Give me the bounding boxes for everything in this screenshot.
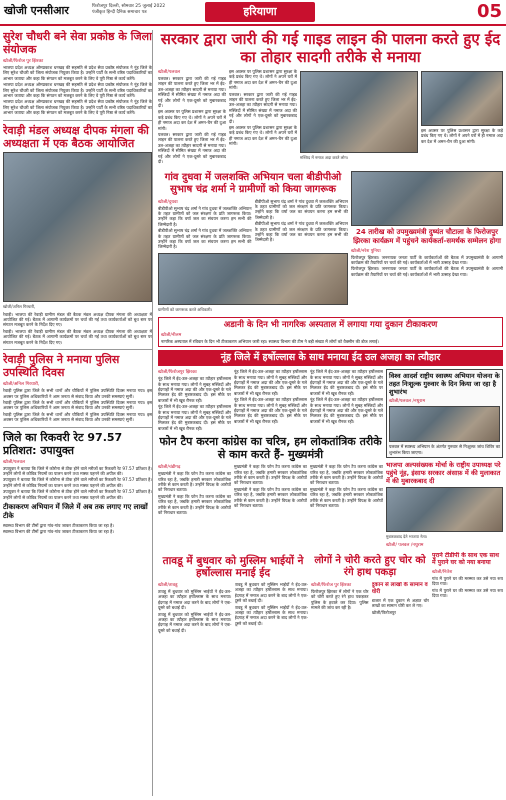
article-dateline: खोजी/पलवल	[158, 70, 181, 75]
article-body: नूंह जिले में ईद-उल-अजहा का त्यौहार हर्षोल्लास के साथ मनाया गया। लोगों ने सुबह मस्जिदों और ईदगाहों में नमाज अदा की और एक-दूसरे के गले मिलकर ईद की मुबारकबाद दी। इस मौके पर बाजारों में भी खूब रौनक रही। नूंह जिले में ईद-उल-अजहा का त्यौहार हर्षोल्लास के साथ मनाया गया। लोगों ने सुबह मस्जिदों और ईदगाहों में नमाज अदा की और एक-दूसरे के गले मिलकर ईद की मुबारकबाद दी। इस मौके पर बाजारों में भी खूब रौनक रही।	[234, 369, 307, 424]
article-dateline: खोजी/नीलम	[161, 332, 182, 338]
article-rewari-mandal	[3, 124, 152, 345]
article-headline: सुरेश चौधरी बने सेवा प्रकोष्ठ के जिला संयोजक	[3, 30, 152, 56]
article-dateline: खोजी/फिरोज पुर झिरका	[3, 59, 44, 64]
article-body: फिरोजपुर झिरका में लोगों ने एक चोर को चोरी करते हुए रंगे हाथ पकड़कर पुलिस के हवाले कर दिया। पुलिस मामले की जांच कर रही है।	[311, 588, 369, 611]
story-minority-morcha	[386, 461, 503, 548]
article-body: पलवल। सरकार द्वारा जारी की गई गाइड लाइन की पालना करते हुए जिला भर में ईद-उल-अजहा का त्यौहार सादगी से मनाया गया। मस्जिदों में सीमित संख्या में नमाज अदा की गई और लोगों ने एक-दूसरे को मुबारकबाद दी। इस अवसर पर पुलिस प्रशासन द्वारा सुरक्षा के कड़े प्रबंध किए गए थे। लोगों ने अपने घरों में ही नमाज अदा कर देश में अमन-चैन की दुआ मांगी। पलवल। सरकार द्वारा जारी की गई गाइड लाइन की पालना करते हुए जिला भर में ईद-उल-अजहा का त्यौहार सादगी से मनाया गया। मस्जिदों में सीमित संख्या में नमाज अदा की गई और लोगों ने एक-दूसरे को मुबारकबाद दी।	[158, 76, 226, 165]
story-dushyant	[351, 169, 503, 315]
left-column	[3, 30, 153, 796]
article-headline: विश्व आदर्श राष्ट्रीय स्वास्थ्य अभियान योजना के तहत निःशुल्क गुरुवार के दिन किया जा रहा है शुभारंभ	[389, 372, 500, 397]
article-dateline: खोजी/दुधवा	[158, 199, 178, 205]
masthead	[0, 0, 506, 26]
divider	[3, 120, 152, 121]
article-recovery-rate	[3, 431, 152, 535]
article-body: नूंह जिले में ईद-उल-अजहा का त्यौहार हर्षोल्लास के साथ मनाया गया। लोगों ने सुबह मस्जिदों और ईदगाहों में नमाज अदा की और एक-दूसरे के गले मिलकर ईद की मुबारकबाद दी। इस मौके पर बाजारों में भी खूब रौनक रही। नूंह जिले में ईद-उल-अजहा का त्यौहार हर्षोल्लास के साथ मनाया गया। लोगों ने सुबह मस्जिदों और ईदगाहों में नमाज अदा की और एक-दूसरे के गले मिलकर ईद की मुबारकबाद दी। इस मौके पर बाजारों में भी खूब रौनक रही।	[158, 376, 231, 431]
article-body: रेवाड़ी। भाजपा की रेवाड़ी ग्रामीण मंडल की बैठक मंडल अध्यक्ष दीपक मंगला की अध्यक्षता में आयोजित की गई। बैठक में आगामी कार्यक्रमों पर चर्चा की गई तथा कार्यकर्ताओं को बूथ स्तर पर संगठन मजबूत करने के निर्देश दिए गए। रेवाड़ी। भाजपा की रेवाड़ी ग्रामीण मंडल की बैठक मंडल अध्यक्ष दीपक मंगला की अध्यक्षता में आयोजित की गई। बैठक में आगामी कार्यक्रमों पर चर्चा की गई तथा कार्यकर्ताओं को बूथ स्तर पर संगठन मजबूत करने के निर्देश दिए गए।	[3, 311, 152, 345]
section-label: हरियाणा	[205, 2, 315, 22]
article-headline: गांव दुधवा में जलशक्ति अभियान चला बीडीपीओ सुभाष चंद्र शर्मा ने ग्रामीणों को किया जागरूक	[164, 171, 342, 195]
article-body: बीडीपीओ सुभाष चंद्र शर्मा ने गांव दुधवा में जलशक्ति अभियान के तहत ग्रामीणों को जल संरक्षण के प्रति जागरूक किया। उन्होंने कहा कि वर्षा जल का संचयन करना हम सभी की जिम्मेदारी है। बीडीपीओ सुभाष चंद्र शर्मा ने गांव दुधवा में जलशक्ति अभियान के तहत ग्रामीणों को जल संरक्षण के प्रति जागरूक किया। उन्होंने कहा कि वर्षा जल का संचयन करना हम सभी की जिम्मेदारी है।	[158, 205, 252, 250]
story-dudhwa	[158, 169, 348, 315]
article-dateline: खोजी/चंडीगढ़	[158, 465, 181, 471]
article-body: उपायुक्त ने बताया कि जिले में कोरोना से ठीक होने वाले मरीजों का रिकवरी रेट 97.57 प्रतिशत है। उन्होंने लोगों से कोविड नियमों का पालन करने तथा मास्क पहनने की अपील की। उपायुक्त ने बताया कि जिले में कोरोना से ठीक होने वाले मरीजों का रिकवरी रेट 97.57 प्रतिशत है। उन्होंने लोगों से कोविड नियमों का पालन करने तथा मास्क पहनने की अपील की। उपायुक्त ने बताया कि जिले में कोरोना से ठीक होने वाले मरीजों का रिकवरी रेट 97.57 प्रतिशत है। उन्होंने लोगों से कोविड नियमों का पालन करने तथा मास्क पहनने की अपील की।	[3, 465, 152, 500]
article-body: रेवाड़ी पुलिस द्वारा जिले के सभी थानों और चौकियों में पुलिस उपस्थिति दिवस मनाया गया। इस अवसर पर पुलिस अधिकारियों ने आम जनता से संवाद किया और उनकी समस्याएं सुनीं। रेवाड़ी पुलिस द्वारा जिले के सभी थानों और चौकियों में पुलिस उपस्थिति दिवस मनाया गया। इस अवसर पर पुलिस अधिकारियों ने आम जनता से संवाद किया और उनकी समस्याएं सुनीं। रेवाड़ी पुलिस द्वारा जिले के सभी थानों और चौकियों में पुलिस उपस्थिति दिवस मनाया गया। इस अवसर पर पुलिस अधिकारियों ने आम जनता से संवाद किया और उनकी समस्याएं सुनीं।	[3, 388, 152, 423]
article-dateline: खोजी/फिरोज पुर झिरका	[311, 582, 352, 588]
article-subheadline: दुकान से लाखों के सामान व चोरी	[371, 581, 428, 595]
article-rewari-police	[3, 353, 152, 422]
article-dateline: खोजी/तावडू	[158, 582, 178, 588]
page-number: 05	[476, 1, 502, 22]
article-headline: रेवाड़ी मंडल अध्यक्ष दीपक मंगला की अध्यक्षता में एक बैठक आयोजित	[3, 123, 149, 150]
article-headline: अडानी के दिन भी नागरिक अस्पताल में लगाया गया दुकान टीकाकरण	[223, 319, 438, 330]
article-body: इस अवसर पर पुलिस प्रशासन द्वारा सुरक्षा के कड़े प्रबंध किए गए थे। लोगों ने अपने घरों में ही नमाज अदा कर देश में अमन-चैन की दुआ मांगी। पलवल। सरकार द्वारा जारी की गई गाइड लाइन की पालना करते हुए जिला भर में ईद-उल-अजहा का त्यौहार सादगी से मनाया गया। मस्जिदों में सीमित संख्या में नमाज अदा की गई और लोगों ने एक-दूसरे को मुबारकबाद दी। इस अवसर पर पुलिस प्रशासन द्वारा सुरक्षा के कड़े प्रबंध किए गए थे। लोगों ने अपने घरों में ही नमाज अदा कर देश में अमन-चैन की दुआ मांगी।	[229, 69, 297, 147]
story-nuh-eid	[158, 369, 383, 549]
registration-line: पंजीकृत हिन्दी दैनिक समाचार पत्र	[92, 10, 147, 15]
eid-banner-headline: नूंह जिले में हर्षोल्लास के साथ मनाया ईद उल अजहा का त्यौहार	[158, 350, 503, 366]
eid-prayer-photo	[300, 71, 418, 153]
article-body: फिरोजपुर झिरका। जननायक जनता पार्टी के कार्यकर्ताओं की बैठक में उपमुख्यमंत्री के आगामी कार्यक्रम की तैयारियों पर चर्चा की गई। कार्यकर्ताओं में भारी उत्साह देखा गया। फिरोजपुर झिरका। जननायक जनता पार्टी के कार्यकर्ताओं की बैठक में उपमुख्यमंत्री के आगामी कार्यक्रम की तैयारियों पर चर्चा की गई। कार्यकर्ताओं में भारी उत्साह देखा गया।	[351, 254, 503, 277]
story-health-campaign	[386, 369, 503, 458]
article-headline: लोगों ने चोरी करते हुए चोर को रंगे हाथ पकड़ा	[314, 554, 426, 578]
story-tawru-eid	[158, 552, 308, 634]
article-body: स्वास्थ्य विभाग की टीमों द्वारा गांव-गांव जाकर टीकाकरण किया जा रहा है। स्वास्थ्य विभाग की टीमों द्वारा गांव-गांव जाकर टीकाकरण किया जा रहा है।	[3, 522, 114, 535]
lead-story	[158, 69, 503, 166]
article-dateline: खोजी/फिरोजपुर झिरका	[158, 370, 197, 376]
story-thief-caught	[311, 552, 429, 634]
main-area	[158, 30, 503, 796]
eid-prayer-photo-2	[421, 71, 503, 126]
article-headline: फोन टैप करना कांग्रेस का चरित्र, हम लोकतांत्रिक तरीके से काम करते हैं- मुख्यमंत्री	[159, 435, 382, 462]
bjp-leader-photo	[386, 487, 503, 532]
article-headline: 24 तारीख को उपमुख्यमंत्री दुष्यंत चौटाला के फिरोजपुर झिरका कार्यक्रम में पहुंचने कार्यकर्ता-समर्थक सम्मेलन होगा	[353, 227, 501, 245]
article-body: तावडू में बुधवार को मुस्लिम भाईयों ने ईद-उल-अजहा का त्यौहार हर्षोल्लास के साथ मनाया। ईदगाह में नमाज अदा करने के बाद लोगों ने एक-दूसरे को बधाई दी। तावडू में बुधवार को मुस्लिम भाईयों ने ईद-उल-अजहा का त्यौहार हर्षोल्लास के साथ मनाया। ईदगाह में नमाज अदा करने के बाद लोगों ने एक-दूसरे को बधाई दी।	[234, 581, 308, 626]
article-headline: भाजपा अल्पसंख्यक मोर्चा के राष्ट्रीय उपाध्यक्ष परे पहुंचे नूंह, इंसाफ सरकार अंसाफ़ में की मुलाकात में की मुबारकबाद दी	[386, 460, 501, 485]
article-body: नूंह जिले में ईद-उल-अजहा का त्यौहार हर्षोल्लास के साथ मनाया गया। लोगों ने सुबह मस्जिदों और ईदगाहों में नमाज अदा की और एक-दूसरे के गले मिलकर ईद की मुबारकबाद दी। इस मौके पर बाजारों में भी खूब रौनक रही। नूंह जिले में ईद-उल-अजहा का त्यौहार हर्षोल्लास के साथ मनाया गया। लोगों ने सुबह मस्जिदों और ईदगाहों में नमाज अदा की और एक-दूसरे के गले मिलकर ईद की मुबारकबाद दी। इस मौके पर बाजारों में भी खूब रौनक रही।	[310, 369, 383, 424]
leader-photo	[351, 171, 503, 226]
newspaper-logo: खोजी एनसीआर	[4, 4, 69, 17]
article-suresh-chaudhary	[3, 30, 152, 116]
article-dateline: खोजी/अनिल गिरधारी,	[3, 382, 40, 388]
article-headline: जिले का रिकवरी रेट 97.57 प्रतिशत: उपायुक्त	[3, 430, 123, 457]
article-body: भाजपा प्रदेश अध्यक्ष ओमप्रकाश धनखड़ की सहमति से प्रदेश सेवा प्रकोष्ठ संयोजक ने नूंह जिले के लिए सुरेश चौधरी को जिला संयोजक नियुक्त किया है। उन्होंने पार्टी के सभी वरिष्ठ पदाधिकारियों का आभार जताया और कहा कि संगठन को मजबूत करने के लिए वे पूरी निष्ठा से कार्य करेंगे। भाजपा प्रदेश अध्यक्ष ओमप्रकाश धनखड़ की सहमति से प्रदेश सेवा प्रकोष्ठ संयोजक ने नूंह जिले के लिए सुरेश चौधरी को जिला संयोजक नियुक्त किया है। उन्होंने पार्टी के सभी वरिष्ठ पदाधिकारियों का आभार जताया और कहा कि संगठन को मजबूत करने के लिए वे पूरी निष्ठा से कार्य करेंगे। भाजपा प्रदेश अध्यक्ष ओमप्रकाश धनखड़ की सहमति से प्रदेश सेवा प्रकोष्ठ संयोजक ने नूंह जिले के लिए सुरेश चौधरी को जिला संयोजक नियुक्त किया है। उन्होंने पार्टी के सभी वरिष्ठ पदाधिकारियों का आभार जताया और कहा कि संगठन को मजबूत करने के लिए वे पूरी निष्ठा से कार्य करेंगे।	[3, 65, 152, 116]
photo-caption: मस्जिद में नमाज अदा करते लोग।	[300, 155, 349, 160]
article-body: तावडू में बुधवार को मुस्लिम भाईयों ने ईद-उल-अजहा का त्यौहार हर्षोल्लास के साथ मनाया। ईदगाह में नमाज अदा करने के बाद लोगों ने एक-दूसरे को बधाई दी। तावडू में बुधवार को मुस्लिम भाईयों ने ईद-उल-अजहा का त्यौहार हर्षोल्लास के साथ मनाया। ईदगाह में नमाज अदा करने के बाद लोगों ने एक-दूसरे को बधाई दी।	[158, 588, 232, 633]
divider	[3, 427, 152, 428]
lead-headline: सरकार द्वारा जारी की गई गाइड लाइन की पालना करते हुए ईद का तोहार सादगी तरीके से मनाया	[160, 30, 501, 66]
village-meeting-photo	[158, 253, 348, 305]
article-subheadline: टीकाकरण अभियान में जिले में अब तक लगाए गए लाखों टीके	[3, 502, 148, 520]
photo-caption: खोजी/अनिल गिरधारी,	[3, 303, 36, 309]
article-dateline: खोजी/ पलवल /नथुराम	[386, 542, 424, 548]
article-body: मुख्यमंत्री ने कहा कि फोन टैप करना कांग्रेस का चरित्र रहा है, जबकि हमारी सरकार लोकतांत्रिक तरीके से काम करती है। उन्होंने विपक्ष के आरोपों को निराधार बताया। मुख्यमंत्री ने कहा कि फोन टैप करना कांग्रेस का चरित्र रहा है, जबकि हमारी सरकार लोकतांत्रिक तरीके से काम करती है। उन्होंने विपक्ष के आरोपों को निराधार बताया।	[234, 464, 307, 509]
story-vaccination	[158, 317, 503, 347]
article-dateline: खोजी/पलवल /नथुराम	[389, 399, 426, 405]
photo-caption: ग्रामीणों को जागरूक करते अधिकारी।	[158, 306, 213, 312]
article-body: मुख्यमंत्री ने कहा कि फोन टैप करना कांग्रेस का चरित्र रहा है, जबकि हमारी सरकार लोकतांत्रिक तरीके से काम करती है। उन्होंने विपक्ष के आरोपों को निराधार बताया। मुख्यमंत्री ने कहा कि फोन टैप करना कांग्रेस का चरित्र रहा है, जबकि हमारी सरकार लोकतांत्रिक तरीके से काम करती है। उन्होंने विपक्ष के आरोपों को निराधार बताया।	[158, 471, 231, 516]
divider	[3, 349, 152, 350]
article-body: नागरिक अस्पताल में रविवार के दिन भी टीकाकरण अभियान जारी रहा। स्वास्थ्य विभाग की टीम ने बड़ी संख्या में लोगों को वैक्सीन की डोज लगाई।	[161, 338, 379, 344]
article-body: इस अवसर पर पुलिस प्रशासन द्वारा सुरक्षा के कड़े प्रबंध किए गए थे। लोगों ने अपने घरों में ही नमाज अदा कर देश में अमन-चैन की दुआ मांगी।	[421, 128, 503, 144]
article-body: पलवल में स्वास्थ्य अभियान के अंतर्गत गुरुवार से निःशुल्क जांच शिविर का शुभारंभ किया जाएगा।	[389, 444, 500, 455]
health-camp-photo	[389, 406, 500, 442]
article-body: बीडीपीओ सुभाष चंद्र शर्मा ने गांव दुधवा में जलशक्ति अभियान के तहत ग्रामीणों को जल संरक्षण के प्रति जागरूक किया। उन्होंने कहा कि वर्षा जल का संचयन करना हम सभी की जिम्मेदारी है। बीडीपीओ सुभाष चंद्र शर्मा ने गांव दुधवा में जलशक्ति अभियान के तहत ग्रामीणों को जल संरक्षण के प्रति जागरूक किया। उन्होंने कहा कि वर्षा जल का संचयन करना हम सभी की जिम्मेदारी है।	[254, 198, 348, 243]
article-body: मुख्यमंत्री ने कहा कि फोन टैप करना कांग्रेस का चरित्र रहा है, जबकि हमारी सरकार लोकतांत्रिक तरीके से काम करती है। उन्होंने विपक्ष के आरोपों को निराधार बताया। मुख्यमंत्री ने कहा कि फोन टैप करना कांग्रेस का चरित्र रहा है, जबकि हमारी सरकार लोकतांत्रिक तरीके से काम करती है। उन्होंने विपक्ष के आरोपों को निराधार बताया।	[310, 464, 383, 509]
article-headline: रेवाड़ी पुलिस ने मनाया पुलिस उपस्थिति दिवस	[3, 353, 120, 380]
issue-date: फिरोजपुर दिल्ली, सोमवार 25 जुलाई 2022	[92, 4, 166, 9]
article-body: गांव में पुराने घर की मरम्मत कर उसे नया रूप दिया गया। गांव में पुराने घर की मरम्मत कर उसे नया रूप दिया गया।	[432, 575, 503, 599]
story-old-house	[432, 552, 503, 634]
article-headline: तावडू में बुधवार को मुस्लिम भाईयों ने हर्षोल्लास मनाई ईद	[162, 554, 304, 579]
article-headline: पुराने टीडीपी के साथ एक साथ में पुराने घर को नया बनाया	[432, 551, 499, 567]
article-dateline: खोजी/पलवल	[3, 459, 26, 465]
photo-caption: मुबारकबाद देते भाजपा नेता।	[386, 533, 428, 539]
meeting-photo	[3, 152, 152, 302]
article-dateline: खोजी/नरेश पुनिया	[351, 248, 381, 254]
article-dateline: खोजी/नितेश	[432, 569, 453, 575]
article-body: बाजार में एक दुकान से अज्ञात चोर लाखों का सामान चोरी कर ले गए। खोजी/फिरोजपुर	[371, 597, 429, 615]
